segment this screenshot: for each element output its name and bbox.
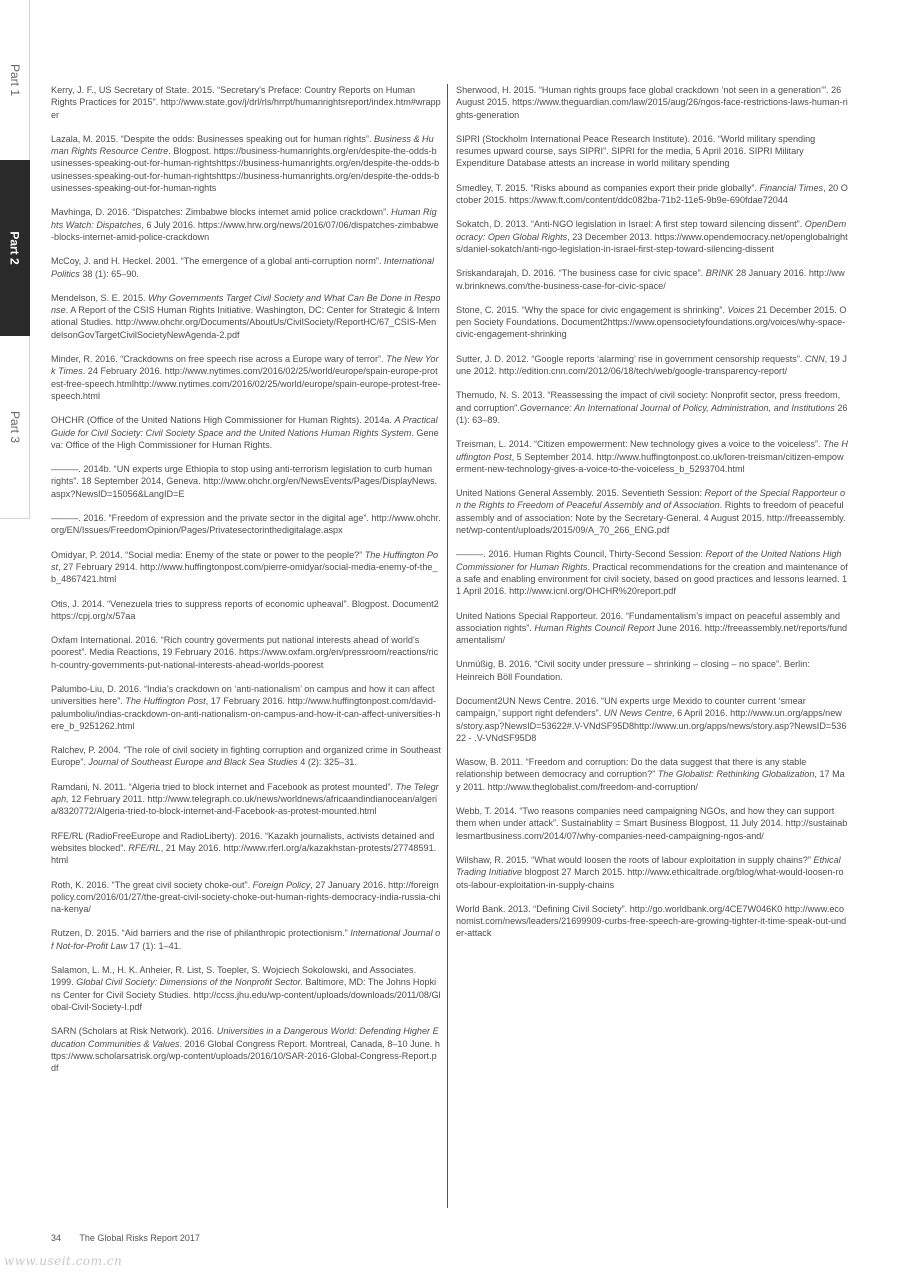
reference-source-title: Human Rights Council Report — [534, 622, 655, 633]
reference-source-title: The Huffington Post — [456, 439, 848, 462]
reference-source-title: Why Governments Target Civil Society and What Can Be Done in Response — [51, 292, 441, 316]
reference-citation: Salamon, L. M., H. K. Anheier, R. List, S. Toepler, S. Wojciech Sokolowski, and Associates. 1999. — [51, 965, 417, 988]
reference-source-title: Voices — [727, 304, 755, 315]
reference-details: . Practical recommendations for the creation and maintenance of a safe and enabling environment for civil society, based on good practices and lessons learned. 11 April 2016. http://www.icnl.org/OHCHR%20report.pdf — [456, 561, 848, 597]
reference-entry — [51, 512, 441, 537]
reference-entry — [51, 744, 441, 769]
reference-details: https://www.oxfam.org/en/pressroom/reactions/rich-country-governments-put-national-interests-ahead-worlds-poorest — [51, 647, 439, 670]
reference-source-title: Report of the United Nations High Commissioner for Human Rights — [456, 549, 842, 572]
reference-details: . 2016 Global Congress Report. Montreal, Canada, 8–10 June. https://www.scholarsatrisk.org/wp-content/uploads/2016/10/SAR-2016-Global-Congress-Report.pdf — [51, 1038, 440, 1074]
tab-part-2-label: Part 2 — [7, 231, 22, 265]
reference-details: blogpost 27 March 2015. http://www.ethicaltrade.org/blog/what-would-loosen-roots-labour-exploitation-in-supply-chains — [456, 867, 844, 890]
reference-details: http://www.ohchr.org/en/NewsEvents/Pages/DisplayNews.aspx?NewsID=15056&LangID=E — [51, 476, 438, 499]
reference-entry — [51, 830, 441, 867]
reference-citation: Lazala, M. 2015. “Despite the odds: Businesses speaking out for human rights”. — [51, 133, 375, 144]
tab-part-3-label: Part 3 — [7, 410, 22, 444]
reference-source-title: Human Rights Watch: Dispatches — [51, 207, 437, 230]
reference-details: 4 (2): 325–31. — [297, 757, 357, 768]
reference-details: , 27 February 2914. http://www.huffingtonpost.com/pierre-omidyar/social-media-enemy-of-the_b_4867421.html — [51, 561, 438, 585]
reference-citation: Wasow, B. 2011. “Freedom and corruption: Do the data suggest that there is any stable relationship between democracy and corruption?” — [456, 757, 807, 780]
reference-citation: Wilshaw, R. 2015. “What would loosen the roots of labour exploitation in supply chains?” — [456, 854, 814, 865]
reference-details: Baltimore, MD: The Johns Hopkins Center for Civil Society Studies. http://ccss.jhu.edu/wp-content/uploads/downloads/2011/08/Global-Civil-Society-I.pdf — [51, 977, 441, 1012]
reference-citation: ———. 2014b. “UN experts urge Ethiopia to stop using anti-terrorism legislation to curb human rights”. 18 September 2014, Geneva. — [51, 464, 433, 487]
reference-details: , 5 September 2014. http://www.huffingtonpost.co.uk/loren-treisman/citizen-empowerment-new-technology-gives-a-voice-to-the-voiceless_b_5293704.html — [456, 451, 844, 474]
reference-source-title: Governance: An International Journal of Policy, Administration, and Institutions — [519, 402, 835, 413]
reference-entry — [456, 304, 848, 341]
reference-entry — [51, 598, 441, 623]
watermark: www.useit.com.cn — [4, 1254, 123, 1268]
reference-citation: Mavhinga, D. 2016. “Dispatches: Zimbabwe blocks internet amid police crackdown”. — [51, 207, 392, 218]
reference-details: , 17 February 2016. http://www.huffingtonpost.com/david-palumboliu/indias-crackdown-on-anti-nationalism-on-campus-and-how-it-can-affect-universities-here_b_9251262.html — [51, 696, 441, 731]
reference-source-title: RFE/RL — [128, 842, 161, 853]
reference-source-title: Foreign Policy — [252, 879, 311, 890]
reference-entry — [51, 206, 441, 243]
reference-details: . Blogpost. https://business-humanrights.org/en/despite-the-odds-businesses-speaking-out-for-human-rightshttps://business-humanrights.org/en/despite-the-odds-businesses-speaking-out-for-human-rightshttps://business-humanrights.org/en/despite-the-odds-businesses-speaking-out-for-human-rights — [51, 146, 440, 194]
reference-entry — [456, 610, 848, 647]
reference-details: 38 (1): 65–90. — [79, 268, 139, 279]
reference-source-title: Business & Human Rights Resource Centre — [51, 133, 434, 157]
reference-entry — [456, 658, 848, 683]
reference-citation: Omidyar, P. 2014. “Social media: Enemy of the state or power to the people?” — [51, 549, 365, 560]
reference-details: , 19 June 2012. http://edition.cnn.com/2012/06/18/tech/web/google-transparency-report/ — [456, 353, 847, 377]
reference-source-title: Universities in a Dangerous World: Defending Higher Education Communities & Values — [51, 1026, 439, 1049]
reference-details: http://sustainablesmartbusiness.com/2014/07/why-companies-need-campaigning-ngos-and/ — [456, 818, 848, 841]
reference-entry — [51, 549, 441, 586]
reference-details: , 27 January 2016. http://foreignpolicy.com/2016/01/27/the-great-civil-society-choke-out-human-rights-democracy-india-russia-china-kenya/ — [51, 879, 441, 915]
reference-source-title: Ethical Trading Initiative — [456, 854, 841, 878]
reference-entry — [456, 695, 848, 744]
reference-citation: Ralchev, P. 2004. “The role of civil society in fighting corruption and organized crime in Southeast Europe”. — [51, 745, 441, 768]
reference-source-title: The Globalist: Rethinking Globalization — [657, 769, 815, 780]
reference-entry — [51, 964, 441, 1013]
reference-source-title: International Journal of Not-for-Profit Law — [51, 928, 441, 951]
reference-entry — [456, 182, 848, 207]
reference-source-title: Journal of Southeast Europe and Black Sea Studies — [88, 757, 298, 768]
reference-entry — [456, 218, 848, 255]
reference-source-title: The Huffington Post — [125, 696, 206, 707]
reference-entry — [456, 756, 848, 793]
reference-entry — [456, 133, 848, 170]
reference-citation: Roth, K. 2016. “The great civil society choke-out”. — [51, 879, 253, 890]
reference-citation: United Nations Special Rapporteur. 2016. “Fundamentalism’s impact on peaceful assembly and association rights”. — [456, 610, 841, 633]
reference-entry — [456, 84, 848, 121]
reference-source-title: Report of the Special Rapporteur on the Rights to Freedom of Peaceful Assembly and of Association — [456, 488, 846, 511]
reference-source-title: The New York Times — [51, 354, 439, 377]
reference-citation: Unmüßig, B. 2016. “Civil socity under pressure – shrinking – closing – no space”. Berlin: Heinreich Böll Foundation. — [456, 659, 810, 682]
reference-entry — [51, 927, 441, 952]
reference-citation: Webb, T. 2014. “Two reasons companies need campaigning NGOs, and how they can support them when under attack”. Sustainablity = Smart Business Blogpost, 11 July 2014. — [456, 806, 835, 829]
reference-details: , 21 May 2016. http://www.rferl.org/a/kazakhstan-protests/27748591.html — [51, 842, 437, 866]
reference-citation: RFE/RL (RadioFreeEurope and RadioLiberty). 2016. “Kazakh journalists, activists detained and websites blocked”. — [51, 830, 435, 853]
reference-source-title: UN News Centre — [603, 708, 673, 719]
reference-citation: Smedley, T. 2015. “Risks abound as companies export their pride globally”. — [456, 182, 760, 193]
reference-details: http://www.ohchr.org/EN/Issues/FreedomOpinion/Pages/Privatesectorinthedigitalage.aspx — [51, 513, 441, 536]
reference-entry — [456, 805, 848, 842]
page-number: 34 — [51, 1233, 62, 1243]
reference-entry — [456, 438, 848, 475]
reference-details: , 23 December 2013. https://www.opendemocracy.net/openglobalrights/daniel-sokatch/anti-ngo-legislation-in-israel-first-step-toward-silencing-dissent — [456, 231, 848, 254]
reference-source-title: The Telegraph, — [51, 781, 439, 805]
reference-citation: Palumbo-Liu, D. 2016. “India’s crackdown on ‘anti-nationalism’ on campus and how it can affect universities here”. — [51, 683, 435, 707]
reference-citation: Rutzen, D. 2015. “Aid barriers and the rise of philanthropic protectionism.” — [51, 928, 351, 939]
reference-source-title: The Huffington Post — [51, 549, 439, 572]
reference-details: 17 (1): 1–41. — [127, 940, 182, 951]
reference-citation: World Bank. 2013. “Defining Civil Society”. — [456, 903, 630, 914]
reference-details: 28 January 2016. http://www.brinknews.com/the-business-case-for-civic-space/ — [456, 268, 845, 291]
references-right-column — [456, 84, 848, 952]
reference-entry — [51, 292, 441, 341]
report-title: The Global Risks Report 2017 — [79, 1233, 200, 1243]
tab-part-2[interactable] — [0, 160, 30, 336]
reference-citation: McCoy, J. and H. Heckel. 2001. “The emergence of a global anti-corruption norm”. — [51, 256, 384, 267]
reference-citation: Sriskandarajah, D. 2016. “The business case for civic space”. — [456, 268, 706, 279]
reference-entry — [51, 1025, 441, 1074]
reference-details: Document2https://cpj.org/x/57aa — [51, 598, 439, 621]
reference-citation: ———. 2016. “Freedom of expression and the private sector in the digital age”. — [51, 513, 372, 524]
reference-source-title: Financial Times — [759, 182, 824, 193]
reference-entry — [51, 879, 441, 916]
part-tabs — [0, 0, 30, 518]
reference-details: . Geneva: Office of the High Commissioner for Human Rights. — [51, 427, 439, 450]
reference-citation: Treisman, L. 2014. “Citizen empowerment: New technology gives a voice to the voiceless”. — [456, 439, 824, 450]
reference-details: 21 December 2015. Open Society Foundations. Document2https://www.opensocietyfoundations.org/voices/why-space-civic-engagement-shrinking — [456, 304, 847, 340]
reference-entry — [456, 903, 848, 940]
reference-details: 12 February 2011. http://www.telegraph.co.uk/news/worldnews/africaandindianocean/algeria/8320772/Algeria-tried-to-block-internet-and-Facebook-as-protest-mounted.html — [51, 794, 438, 817]
reference-citation: United Nations General Assembly. 2015. Seventieth Session: — [456, 488, 705, 499]
reference-citation: SIPRI (Stockholm International Peace Research Institute). 2016. “World military spending resumes upward course, says SIPRI”. SIPRI for the media, 5 April 2016. SIPRI Military Expenditure Database attests an increase in world military spending — [456, 133, 816, 169]
reference-entry — [456, 548, 848, 597]
reference-entry — [51, 414, 441, 451]
reference-source-title: International Politics — [51, 256, 434, 279]
tab-part-1[interactable] — [0, 0, 30, 160]
reference-citation: Themudo, N. S. 2013. “Reassessing the impact of civil society: Nonprofit sector, press freedom, and corruption”. — [456, 390, 841, 413]
reference-details: , 6 April 2016. http://www.un.org/apps/news/story.asp?NewsID=53622#.V-VNdSF95D8http://www.un.org/apps/news/story.asp?NewsID=53622 - .V-VNdSF95D8 — [456, 708, 847, 743]
reference-entry — [51, 133, 441, 194]
reference-citation: Ramdani, N. 2011. “Algeria tried to block internet and Facebook as protest mounted”. — [51, 781, 396, 792]
reference-citation: OHCHR (Office of the United Nations High Commissioner for Human Rights). 2014a. — [51, 415, 395, 426]
reference-citation: Minder, R. 2016. “Crackdowns on free speech rise across a Europe wary of terror”. — [51, 354, 387, 365]
reference-entry — [456, 854, 848, 891]
reference-details: . 24 February 2016. http://www.nytimes.com/2016/02/25/world/europe/spain-europe-protest-free-speech.htmlhttp://www.nytimes.com/2016/02/25/world/europe/spain-europe-protest-free-speech.html — [51, 366, 441, 401]
reference-citation: Stone, C. 2015. “Why the space for civic engagement is shrinking”. — [456, 304, 728, 315]
reference-citation: SARN (Scholars at Risk Network). 2016. — [51, 1026, 217, 1037]
reference-entry — [456, 353, 848, 378]
reference-entry — [51, 634, 441, 671]
reference-citation: ———. 2016. Human Rights Council, Thirty-Second Session: — [456, 549, 706, 560]
reference-details: . A Report of the CSIS Human Rights Initiative. Washington, DC: Center for Strategic & International Studies. http://www.ohchr.org/Documents/AboutUs/CivilSociety/ReportHC/67_CSIS-MendelsonGovTargetCivilSocietyNewAgenda-2.pdf — [51, 305, 440, 340]
reference-details: https://www.theguardian.com/law/2015/aug/26/ngos-face-restrictions-laws-human-rights-generation — [456, 97, 848, 120]
reference-citation: Sutter, J. D. 2012. “Google reports ‘alarming’ rise in government censorship requests”. — [456, 353, 805, 364]
reference-details: June 2016. http://freeassembly.net/reports/fundamentalism/ — [456, 622, 848, 646]
reference-details: , 20 October 2015. https://www.ft.com/content/ddc082ba-71b2-11e5-9b9e-690fdae72044 — [456, 182, 848, 206]
references-left-column — [51, 84, 441, 1086]
reference-details: http://www.state.gov/j/drl/rls/hrrpt/humanrightsreport/index.htm#wrapper — [51, 97, 441, 120]
reference-source-title: CNN — [804, 353, 825, 364]
reference-details: , 17 May 2011. http://www.theglobalist.com/freedom-and-corruption/ — [456, 769, 845, 792]
reference-entry — [51, 781, 441, 818]
reference-citation: Sherwood, H. 2015. “Human rights groups face global crackdown ‘not seen in a generation’”. 26 August 2015. — [456, 85, 842, 108]
tab-part-1-label: Part 1 — [7, 63, 22, 97]
reference-entry — [51, 353, 441, 402]
reference-citation: Document2UN News Centre. 2016. “UN experts urge Mexido to counter current ‘smear campaign,’ support right defenders”. — [456, 695, 806, 719]
reference-citation: Mendelson, S. E. 2015. — [51, 292, 149, 303]
reference-source-title: A Practical Guide for Civil Society: Civil Society Space and the United Nations Human Rights System — [51, 415, 438, 438]
tab-part-3[interactable] — [0, 336, 30, 519]
reference-entry — [456, 389, 848, 426]
reference-details: 26 (1): 63–89. — [456, 402, 848, 425]
reference-citation: Kerry, J. F., US Secretary of State. 2015. “Secretary’s Preface: Country Reports on Human Rights Practices for 2015”. — [51, 85, 416, 108]
reference-citation: Otis, J. 2014. “Venezuela tries to suppress reports of economic upheaval”. Blogpost. — [51, 598, 393, 609]
reference-entry — [51, 255, 441, 280]
reference-details: . Rights to freedom of peaceful assembly and of association: Note by the Secretary-General. 4 August 2015. http://freeassembly.net/wp-content/uploads/2015/09/A_70_266_ENG.pdf — [456, 500, 846, 536]
column-divider — [447, 84, 448, 1208]
reference-entry — [51, 683, 441, 732]
reference-details: , 6 July 2016. https://www.hrw.org/news/2016/07/06/dispatches-zimbabwe-blocks-internet-amid-police-crackdown — [51, 219, 439, 242]
reference-citation: Oxfam International. 2016. “Rich country goverments put national interests ahead of world’s poorest”. Media Reactions, 19 February 2016. — [51, 635, 420, 658]
reference-details: http://go.worldbank.org/4CE7W046K0 http://www.economist.com/news/leaders/21699909-curbs-free-speech-are-growing-tighter-it-time-speak-out-under-attack — [456, 903, 847, 939]
reference-source-title: Global Civil Society: Dimensions of the Nonprofit Sector. — [76, 977, 303, 988]
reference-entry — [456, 487, 848, 536]
reference-source-title: OpenDemocracy: Open Global Rights — [456, 219, 847, 242]
reference-entry — [51, 463, 441, 500]
reference-entry — [51, 84, 441, 121]
reference-entry — [456, 267, 848, 292]
reference-citation: Sokatch, D. 2013. “Anti-NGO legislation in Israel: A first step toward silencing dissent”. — [456, 219, 805, 230]
page-footer — [51, 1233, 200, 1243]
reference-source-title: BRINK — [705, 268, 734, 279]
